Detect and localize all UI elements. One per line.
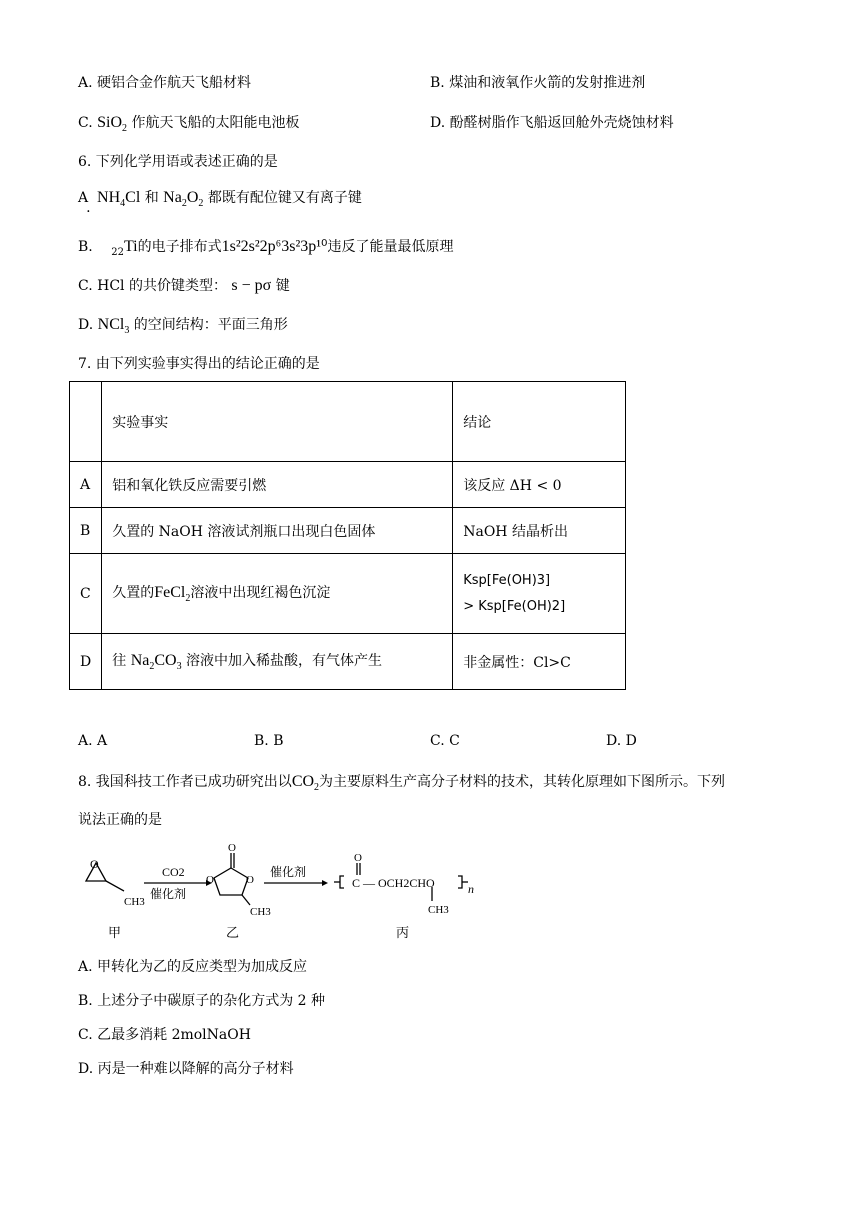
q6-option-b: B. $_{22}$Ti的电子排布式1s²2s²2p⁶3s²3p¹⁰违反了能量最低原理 <box>78 238 454 258</box>
ring-o-right-yi: O <box>246 874 254 886</box>
reagent2-top: 催化剂 <box>270 865 307 879</box>
label-bing: 丙 <box>396 925 410 940</box>
reaction-scheme <box>78 843 498 943</box>
table-header-row <box>70 382 626 462</box>
arrow-2-head <box>322 880 328 886</box>
table-row: B 久置的 NaOH 溶液试剂瓶口出现白色固体 NaOH 结晶析出 <box>70 508 626 554</box>
q7-answer-c: C. C <box>430 733 460 749</box>
carbonyl-o-yi: O <box>228 843 236 854</box>
ch3-label-jia: CH3 <box>124 896 145 908</box>
q8-option-b: B. 上述分子中碳原子的杂化方式为 2 种 <box>78 993 325 1009</box>
label-jia: 甲 <box>108 925 122 940</box>
q8-stem-line2: 说法正确的是 <box>78 812 162 828</box>
q6-stem: 6. 下列化学用语或表述正确的是 <box>78 154 278 170</box>
table-row: A 铝和氧化铁反应需要引燃 该反应 ΔH < 0 <box>70 462 626 508</box>
q8-option-d: D. 丙是一种难以降解的高分子材料 <box>78 1061 294 1077</box>
q6-option-a: A. $NH_4Cl$ 和 $Na_2O_2$ 都既有配位键又有离子键 <box>78 189 362 216</box>
q5-option-d: D. 酚醛树脂作飞船返回舱外壳烧蚀材料 <box>430 115 674 131</box>
q7-stem: 7. 由下列实验事实得出的结论正确的是 <box>78 356 320 372</box>
ring-o-left-yi: O <box>206 874 214 886</box>
table-row: C 久置的FeCl$_2$溶液中出现红褐色沉淀 Ksp[Fe(OH)3] > Ksp[Fe(OH)2] <box>70 554 626 634</box>
q6-option-c: C. HCl 的共价键类型： s − pσ 键 <box>78 277 290 294</box>
q5-option-a: A. 硬铝合金作航天飞船材料 <box>78 75 252 91</box>
q7-answer-a: A. A <box>78 733 108 749</box>
polymer-repeat-unit: C — OCH2CHO <box>352 876 435 890</box>
q7-answer-d: D. D <box>606 733 637 749</box>
header-fact: 实验事实 <box>102 382 453 462</box>
header-conclusion: 结论 <box>453 382 626 462</box>
table-row: D 往 $Na_2CO_3$ 溶液中加入稀盐酸，有气体产生 非金属性：Cl>C <box>70 634 626 690</box>
reagent1-top: CO2 <box>162 865 185 879</box>
carbonyl-o-bing: O <box>354 852 362 864</box>
cyclic-carbonate-structure <box>214 853 250 905</box>
q7-table <box>69 381 626 690</box>
oxygen-label-jia: O <box>90 857 99 871</box>
ch3-label-yi: CH3 <box>250 906 271 918</box>
q8-option-c: C. 乙最多消耗 2molNaOH <box>78 1027 251 1043</box>
ch3-label-bing: CH3 <box>428 904 449 916</box>
q5-option-b: B. 煤油和液氧作火箭的发射推进剂 <box>430 75 646 91</box>
label-yi: 乙 <box>226 925 240 940</box>
q6-option-d: D. NCl$_3$ 的空间结构：平面三角形 <box>78 316 288 337</box>
q7-answer-b: B. B <box>254 733 284 749</box>
q8-option-a: A. 甲转化为乙的反应类型为加成反应 <box>78 959 308 975</box>
q8-stem: 8. 我国科技工作者已成功研究出以$CO_2$为主要原料生产高分子材料的技术，其转化原理如下图所示。下列 <box>78 773 726 794</box>
q5-option-c: C. SiO$_2$ 作航天飞船的太阳能电池板 <box>78 114 300 135</box>
reagent1-bottom: 催化剂 <box>150 887 187 901</box>
polymer-n: n <box>468 882 474 896</box>
